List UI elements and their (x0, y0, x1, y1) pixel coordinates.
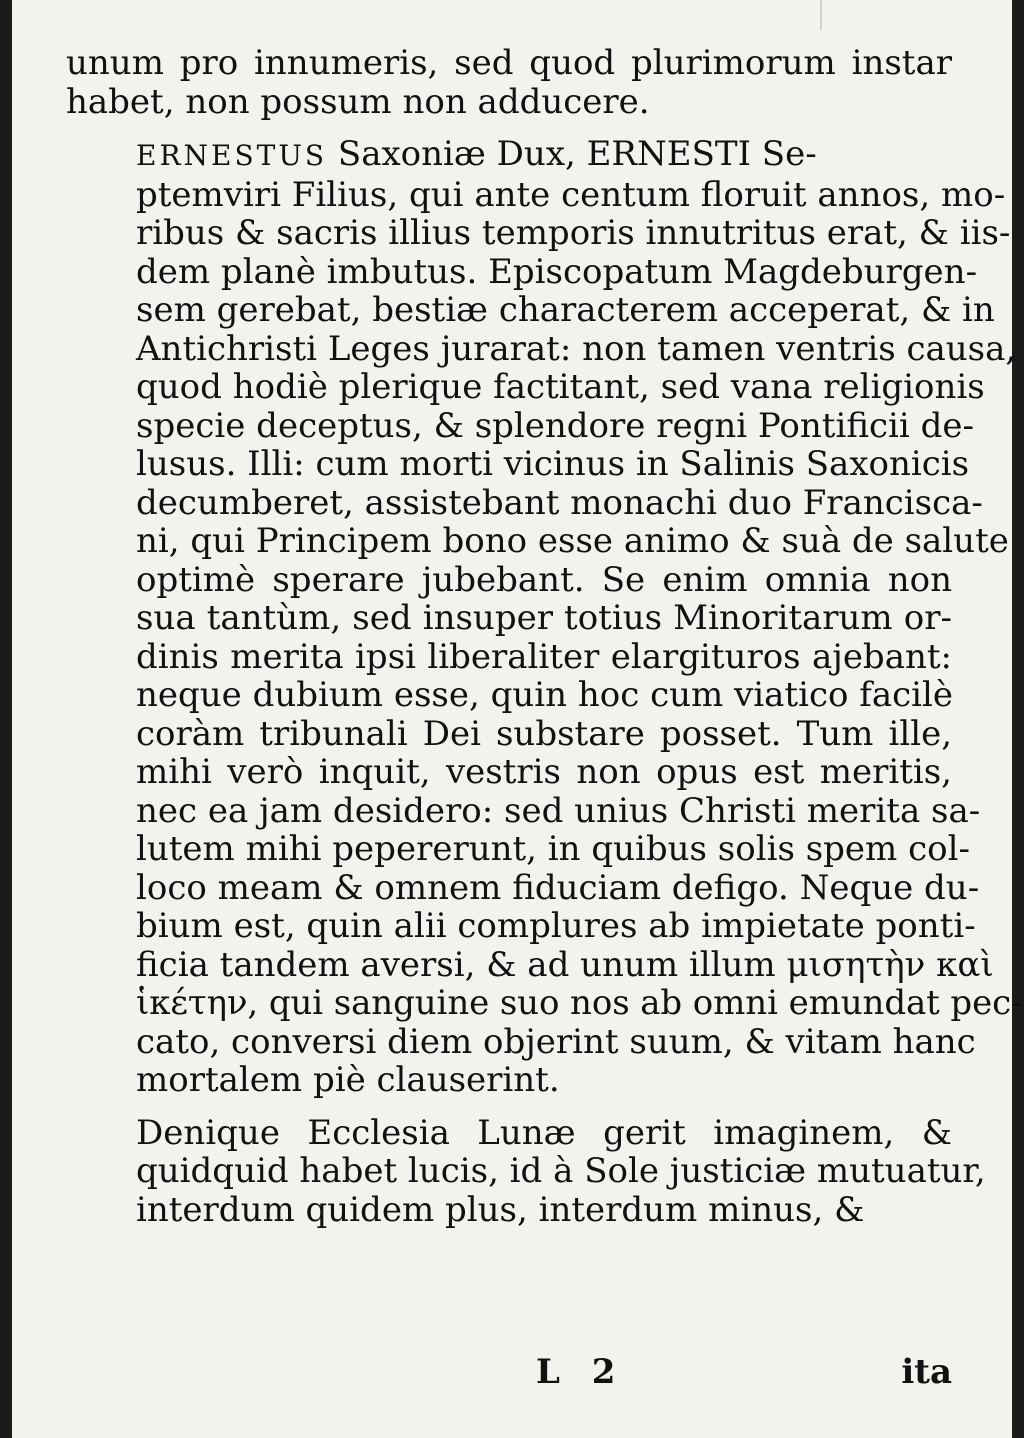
text-line: dem planè imbutus. Episcopatum Magdeburgen- (136, 251, 978, 292)
text-line: loco meam & omnem fiduciam defigo. Neque du- (136, 867, 980, 908)
text-line: Saxoniæ Dux, ERNESTI Se- (337, 134, 817, 174)
page-footer (66, 1352, 952, 1392)
text-line: ni, qui Principem bono esse animo & suà de salute (136, 521, 1009, 561)
text-line: quod hodiè plerique factitant, sed vana religionis (136, 367, 985, 407)
text-line: ficia tandem aversi, & ad unum illum μισητὴν καὶ (136, 944, 994, 985)
text-line: specie deceptus, & splendore regni Pontificii de- (136, 405, 974, 446)
text-line: Antichristi Leges jurarat: non tamen ventris causa, (136, 328, 1017, 369)
page-crease-mark (820, 0, 822, 30)
text-line: unum pro innumeris, sed quod plurimorum instar (66, 43, 952, 83)
text-line: habet, non possum non adducere. (66, 81, 650, 122)
text-line: ribus & sacris illius temporis innutritus erat, & iis- (136, 213, 1011, 253)
text-line: Denique Ecclesia Lunæ gerit imaginem, & (136, 1112, 952, 1153)
paragraph (66, 1112, 986, 1230)
signature-mark: L 2 (536, 1352, 626, 1392)
text-line: ἱκέτην, qui sanguine suo nos ab omni emundat pec- (136, 983, 1023, 1023)
text-line: dinis merita ipsi liberaliter elargituros ajebant: (136, 636, 952, 677)
text-line: neque dubium esse, quin hoc cum viatico facilè (136, 675, 954, 715)
text-line: quidquid habet lucis, id à Sole justiciæ mutuatur, (136, 1151, 986, 1191)
text-line: lusus. Illi: cum morti vicinus in Salinis Saxonicis (136, 444, 970, 484)
text-line: ptemviri Filius, qui ante centum floruit annos, mo- (136, 174, 1006, 215)
book-page (12, 0, 1023, 1438)
text-line: mortalem piè clauserint. (136, 1060, 560, 1100)
text-line: sua tantùm, sed insuper totius Minoritarum or- (136, 598, 952, 638)
paragraph (66, 44, 952, 121)
text-line: nec ea jam desidero: sed unius Christi merita sa- (136, 790, 981, 831)
paragraph (66, 134, 1023, 1100)
text-line: coràm tribunali Dei substare posset. Tum ille, (136, 713, 952, 754)
small-caps-name: ERNESTUS (136, 139, 328, 172)
text-line: mihi verò inquit, vestris non opus est meritis, (136, 752, 952, 792)
text-line: decumberet, assistebant monachi duo Francisca- (136, 482, 983, 523)
text-line: lutem mihi pepererunt, in quibus solis spem col- (136, 829, 970, 869)
text-line: interdum quidem plus, interdum minus, & (136, 1189, 865, 1230)
catchword: ita (901, 1352, 952, 1392)
text-line: bium est, quin alii complures ab impietate ponti- (136, 906, 976, 946)
body-text (66, 43, 1023, 1230)
text-line: sem gerebat, bestiæ characterem acceperat, & in (136, 290, 995, 330)
text-line: optimè sperare jubebant. Se enim omnia non (136, 559, 952, 600)
text-line: cato, conversi diem objerint suum, & vitam hanc (136, 1021, 976, 1062)
